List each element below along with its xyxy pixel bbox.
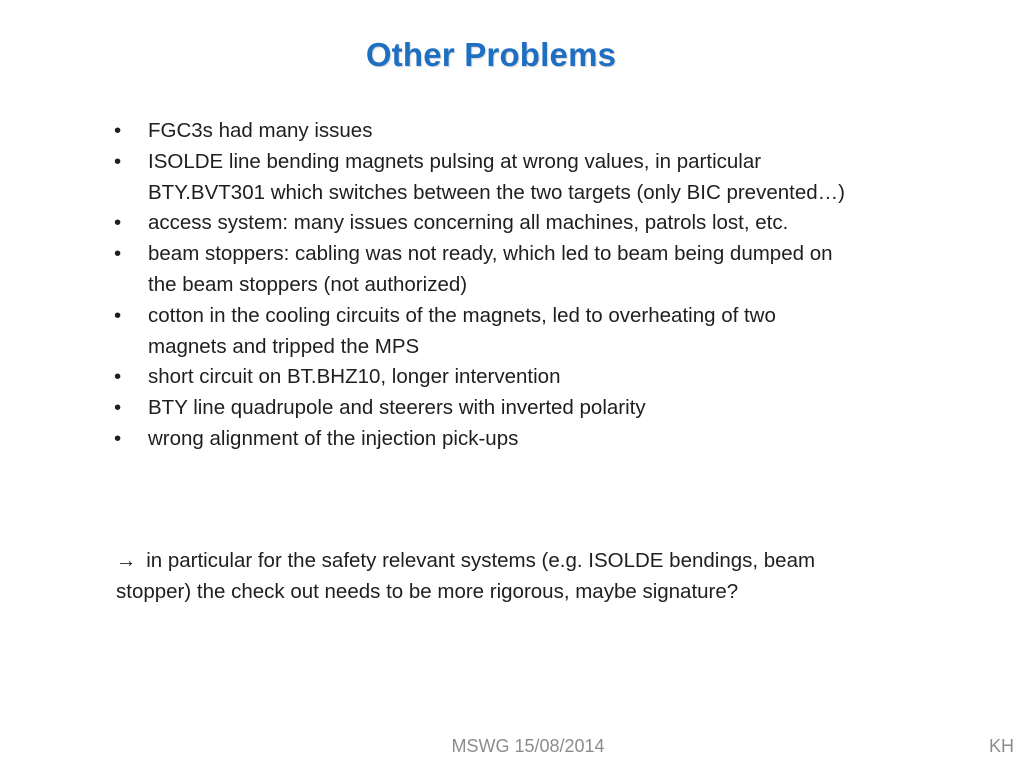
bullet-text: FGC3s had many issues xyxy=(148,119,373,142)
bullet-icon: • xyxy=(114,211,122,235)
bullet-item xyxy=(114,424,854,455)
arrow-right-icon: → xyxy=(116,549,137,572)
slide-title: Other Problems xyxy=(365,36,617,73)
bullet-text: wrong alignment of the injection pick-ups xyxy=(148,426,519,450)
bullet-item xyxy=(114,239,854,301)
footer-date: MSWG 15/08/2014 xyxy=(451,736,605,756)
footer-author: KH xyxy=(988,736,1014,756)
bullet-icon: • xyxy=(114,365,122,389)
bullet-list xyxy=(114,116,854,455)
bullet-item xyxy=(114,393,854,424)
bullet-icon: • xyxy=(114,242,122,266)
bullet-text: short circuit on BT.BHZ10, longer intervention xyxy=(148,365,561,389)
bullet-icon: • xyxy=(114,303,122,327)
bullet-item xyxy=(114,116,854,147)
conclusion-text: in particular for the safety relevant systems (e.g. ISOLDE bendings, beam stopper) the check out needs to be more rigorous, maybe signature? xyxy=(116,549,816,603)
bullet-item xyxy=(114,301,854,363)
conclusion-paragraph xyxy=(116,546,856,608)
bullet-text: access system: many issues concerning all machines, patrols lost, etc. xyxy=(148,211,789,235)
bullet-text: beam stoppers: cabling was not ready, which led to beam being dumped on the beam stoppers (not authorized) xyxy=(148,242,833,296)
bullet-icon: • xyxy=(114,426,122,450)
bullet-text: cotton in the cooling circuits of the magnets, led to overheating of two magnets and tripped the MPS xyxy=(148,303,776,358)
bullet-icon: • xyxy=(114,119,122,142)
bullet-icon: • xyxy=(114,396,122,420)
bullet-item xyxy=(114,147,854,209)
bullet-item xyxy=(114,208,854,239)
bullet-icon: • xyxy=(114,149,122,173)
bullet-text: ISOLDE line bending magnets pulsing at wrong values, in particular BTY.BVT301 which switches between the two targets (only BIC prevented…) xyxy=(148,149,845,204)
bullet-text: BTY line quadrupole and steerers with inverted polarity xyxy=(148,396,646,420)
bullet-item xyxy=(114,362,854,393)
